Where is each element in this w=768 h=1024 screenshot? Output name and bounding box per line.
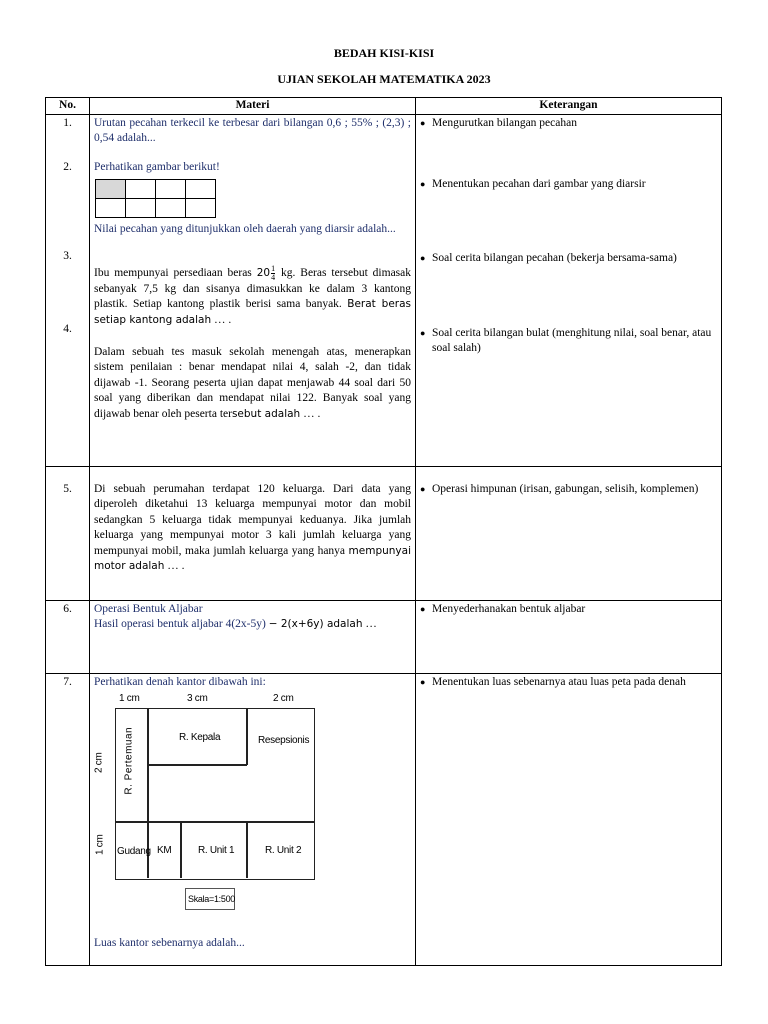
question-4-word-start: ter	[219, 407, 232, 420]
question-3-dots: … .	[214, 313, 232, 326]
question-3-rest: kg. Beras tersebut dimasak sebanyak 7,5 kg dan sisanya dimasukkan ke dalam 3 kantong plastik. Setiap kantong plastik berisi sama banyak.	[94, 266, 412, 311]
question-3-start: Ibu mempunyai persediaan beras	[94, 266, 252, 279]
wall	[246, 708, 248, 765]
question-6-text: Hasil operasi bentuk aljabar 4(2x-5y)	[94, 618, 266, 631]
keterangan-1-text: Mengurutkan bilangan pecahan	[432, 116, 577, 129]
materi-cell	[90, 673, 416, 965]
question-3	[94, 265, 411, 329]
keterangan-2-text: Menentukan pecahan dari gambar yang diarsir	[432, 177, 646, 190]
room-unit1-label: R. Unit 1	[198, 845, 235, 857]
fraction	[271, 265, 275, 282]
keterangan-cell	[416, 114, 722, 466]
wall	[246, 821, 248, 878]
room-km-label: KM	[157, 845, 172, 857]
materi-cell	[90, 114, 416, 466]
header-keterangan: Keterangan	[416, 98, 722, 115]
no-cell: 6.	[46, 600, 90, 673]
question-6-expr: − 2(x+6y) adalah	[268, 618, 363, 631]
keterangan-4	[420, 326, 717, 357]
fraction-denominator: 4	[271, 272, 276, 282]
wall	[115, 821, 314, 823]
question-2-text: Nilai pecahan yang ditunjukkan oleh daerah yang diarsir adalah...	[94, 222, 396, 235]
mixed-number-whole: 20	[256, 266, 271, 279]
dim-side-2cm: 2 cm	[93, 752, 105, 774]
kisi-kisi-table	[45, 97, 722, 966]
question-3-ask: Berat beras setiap kantong adalah	[94, 298, 412, 326]
room-resepsionis-label: Resepsionis	[258, 735, 310, 747]
bullet-icon: ●	[420, 327, 426, 338]
keterangan-2	[420, 177, 717, 193]
question-6-dots: …	[365, 618, 377, 631]
bullet-icon: ●	[420, 603, 426, 614]
room-gudang-label: Gudang	[117, 846, 151, 858]
dim-top-3cm: 3 cm	[187, 693, 208, 705]
wall	[180, 821, 182, 878]
question-4-ask: sebut adalah	[231, 407, 301, 420]
keterangan-5-text: Operasi himpunan (irisan, gabungan, selisih, komplemen)	[432, 482, 699, 495]
number-3: 3.	[63, 249, 72, 262]
table-row	[46, 600, 722, 673]
question-5-text: Di sebuah perumahan terdapat 120 keluarga. Dari data yang diperoleh diketahui 13 keluarga mempunyai motor dan mobil sedangkan 5 keluarga tidak mempunyai keduanya. Jika jumlah keluarga yang mempunyai motor 3 kali jumlah keluarga yang mempunyai mobil, maka jumlah keluarga yang hanya	[94, 482, 411, 557]
materi-cell	[90, 466, 416, 600]
room-unit2-label: R. Unit 2	[265, 845, 302, 857]
question-6	[94, 617, 411, 633]
keterangan-cell	[416, 673, 722, 965]
no-cell	[46, 114, 90, 466]
fraction-numerator: 1	[271, 263, 276, 273]
number-4: 4.	[63, 322, 72, 335]
question-4	[94, 345, 411, 423]
question-1: Urutan pecahan terkecil ke terbesar dari bilangan 0,6 ; 55% ; (2,3) ; 0,54 adalah...	[94, 116, 411, 145]
wall	[147, 764, 247, 766]
keterangan-7	[420, 675, 717, 691]
keterangan-3	[420, 251, 717, 267]
keterangan-6	[420, 602, 717, 618]
question-2-intro: Perhatikan gambar berikut!	[94, 160, 220, 173]
table-row	[46, 114, 722, 466]
keterangan-7-text: Menentukan luas sebenarnya atau luas peta pada denah	[432, 675, 686, 688]
document-subtitle: UJIAN SEKOLAH MATEMATIKA 2023	[277, 72, 491, 86]
shaded-grid-figure	[95, 179, 216, 218]
dim-top-2cm: 2 cm	[273, 693, 294, 705]
room-kepala-label: R. Kepala	[179, 732, 221, 744]
bullet-icon: ●	[420, 252, 426, 263]
question-4-text: Dalam sebuah tes masuk sekolah menengah atas, menerapkan sistem penilaian : benar mendapat nilai 4, salah -2, dan tidak dijawab -1. Seorang peserta ujian dapat menjawab 44 soal dari 50 soal yang diberikan dan mendapat nilai 122. Banyak soal yang dijawab benar oleh peserta	[94, 345, 411, 420]
materi-cell	[90, 600, 416, 673]
keterangan-1	[420, 116, 717, 132]
document-title: BEDAH KISI-KISI	[333, 46, 435, 60]
table-row	[46, 673, 722, 965]
question-4-dots: … .	[303, 407, 321, 420]
question-5-dots: … .	[167, 560, 185, 573]
no-cell: 7.	[46, 673, 90, 965]
keterangan-6-text: Menyederhanakan bentuk aljabar	[432, 602, 586, 615]
question-7-text: Luas kantor sebenarnya adalah...	[94, 937, 245, 950]
question-6-title: Operasi Bentuk Aljabar	[94, 602, 203, 615]
no-cell: 5.	[46, 466, 90, 600]
keterangan-3-text: Soal cerita bilangan pecahan (bekerja bersama-sama)	[432, 251, 677, 264]
keterangan-5	[420, 482, 717, 498]
question-7-intro: Perhatikan denah kantor dibawah ini:	[94, 675, 266, 688]
bullet-icon: ●	[420, 178, 426, 189]
bullet-icon: ●	[420, 483, 426, 494]
bullet-icon: ●	[420, 117, 426, 128]
number-2: 2.	[63, 160, 72, 173]
floor-plan-figure	[93, 693, 396, 926]
scale-label: Skala=1:500	[188, 894, 235, 905]
keterangan-4-text: Soal cerita bilangan bulat (menghitung nilai, soal benar, atau soal salah)	[432, 326, 712, 355]
header-materi: Materi	[90, 98, 416, 115]
keterangan-cell	[416, 600, 722, 673]
number-1: 1.	[63, 116, 72, 129]
header-no: No.	[46, 98, 90, 115]
keterangan-cell	[416, 466, 722, 600]
room-pertemuan-label: R. Pertemuan	[123, 726, 135, 795]
table-header-row	[46, 98, 722, 115]
table-row	[46, 466, 722, 600]
dim-top-1cm: 1 cm	[119, 693, 140, 705]
bullet-icon: ●	[420, 676, 426, 687]
question-5-ask: mempunyai motor adalah	[94, 544, 411, 573]
dim-side-1cm: 1 cm	[94, 834, 106, 856]
